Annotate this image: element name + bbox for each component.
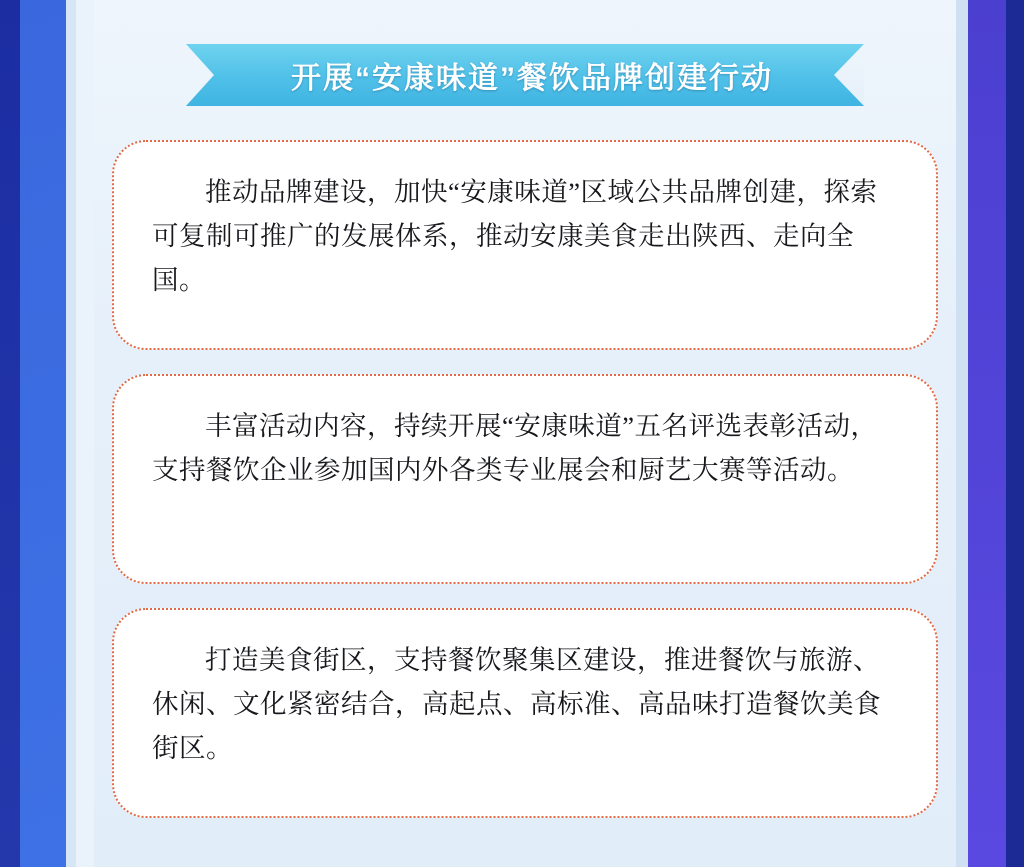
right-band-light: [956, 0, 968, 867]
left-band-pale: [76, 0, 94, 867]
left-band-outer: [0, 0, 20, 867]
title-ribbon: [186, 44, 864, 106]
list-item: [112, 140, 938, 350]
left-band-light: [66, 0, 76, 867]
card-body-text: 丰富活动内容，持续开展“安康味道”五名评选表彰活动，支持餐饮企业参加国内外各类专业展会和厨艺大赛等活动。: [152, 411, 878, 485]
card-list: [112, 140, 938, 857]
right-band-outer: [1006, 0, 1024, 867]
left-band-blue: [20, 0, 66, 867]
card-body-text: 打造美食街区，支持餐饮聚集区建设，推进餐饮与旅游、休闲、文化紧密结合，高起点、高标准、高品味打造餐饮美食街区。: [152, 645, 881, 763]
right-band-purple: [968, 0, 1006, 867]
list-item: [112, 374, 938, 584]
page-title: 开展“安康味道”餐饮品牌创建行动: [291, 62, 773, 95]
card-body-text: 推动品牌建设，加快“安康味道”区域公共品牌创建，探索可复制可推广的发展体系，推动安康美食走出陕西、走向全国。: [152, 177, 878, 295]
list-item: [112, 608, 938, 818]
content-panel: [94, 0, 956, 867]
